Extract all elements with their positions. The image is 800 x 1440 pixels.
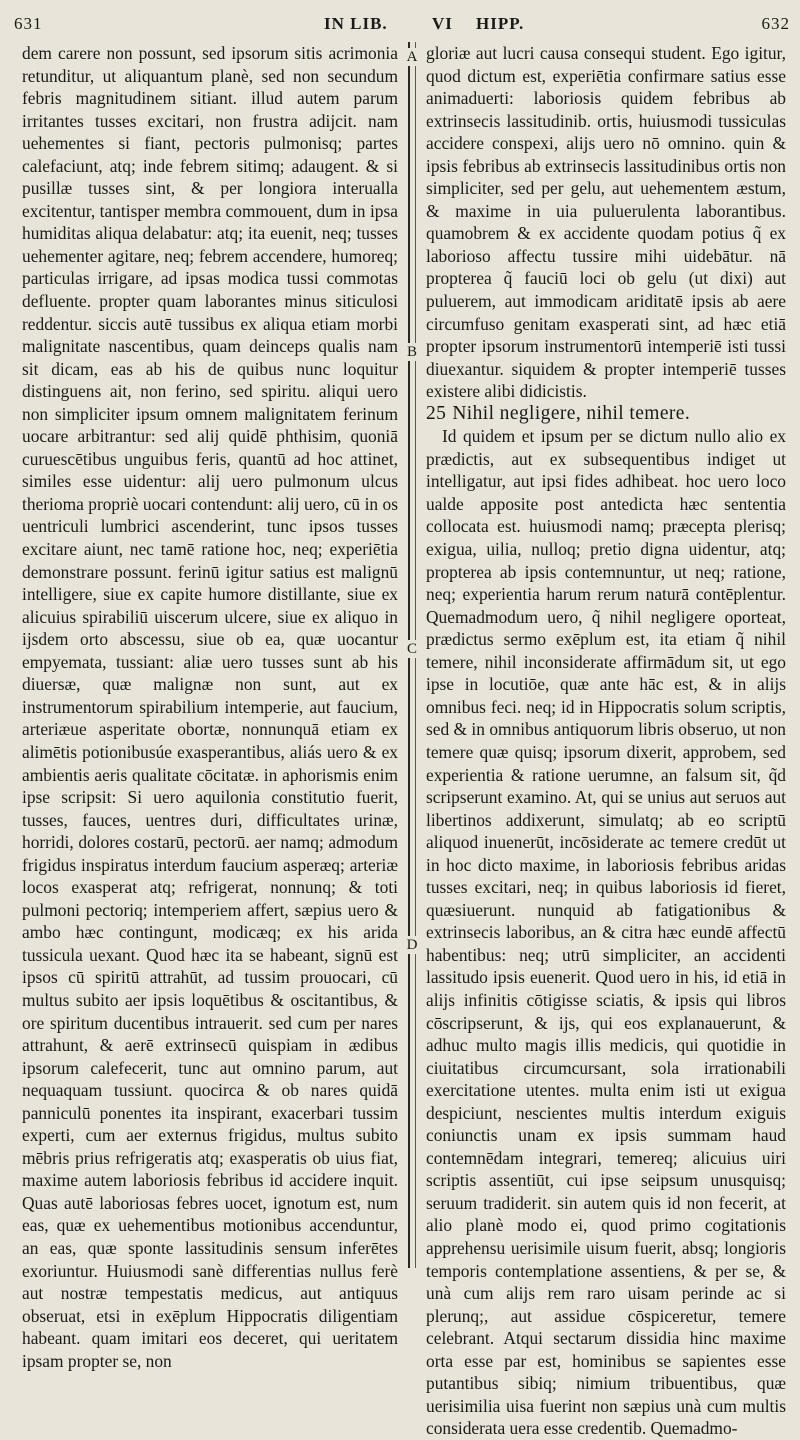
running-title-part-2: VI — [432, 14, 453, 33]
left-text-column — [22, 42, 398, 1371]
running-title-part-1: IN LIB. — [324, 14, 388, 33]
section-number: 25 — [426, 402, 447, 424]
right-paragraph-2: Id quidem et ipsum per se dictum nullo alio ex prædictis, aut ex subsequentibus indiget ut intelligatur, aut ipsi fides adhibeat. hoc uero loco ualde apposite post antedicta hæc sententia collocata est. huiusmodi namq; præcepta plerisq; exigua, uilia, nulloq; pretio digna uidentur, atq; propterea ab ipsis contemnuntur, ut neq; ratione, neq; experientia harum rerum naturā contēplentur. Quemadmodum uero, q̃ nihil negligere oporteat, prædictus sermo exēplum est, ita etiam q̃ nihil temere, nihil inconsiderate affirmādum sit, ut ego ipse in locutiōe, quæ ante hāc est, & in alijs omnibus feci. neq; id in Hippocratis solum scriptis, sed & in omnibus antiquorum libris obseruo, ut non temere quæ quisq; ipsorum dixerit, approbem, sed experientia & ratione uerumne, an falsum sit, q̃d scripserunt examino. At, qui se unius aut seruos aut libertinos addixerunt, simulatq; ab eo scriptū aliquod inuenerūt, incōsiderate ac temere credūt ut in hoc dicto maxime, in laboriosis febribus aridas tusses excitari, neq; in quibus laboriosis id fieret, quæsiuerunt. nunquid ab fatigationibus & extrinsecis laboribus, an & citra hæc eundē affectū habentibus: neq; utrū simpliciter, an accidenti lassitudo ipsis euenerit. Quod uero in his, id etiā in alijs infinitis cōtigisse sciatis, & ipsis qui libros cōscripserunt, & ijs, qui eos explanauerunt, & adhuc multo magis illis medicis, qui quotidie in ciuitatibus circumcursant, sola irrationabili exercitatione utentes. multa enim isti ut exigua despiciunt, nescientes multis interdum exiguis coniunctis unam ex ipsis summam haud contemnēdam integrari, temereq; alicuius uiri scriptis assentiūt, cui ipse seipsum unusquisq; seruum tradiderit. sin autem quis id non fecerit, at alio planè modo ei, quod primo cogitationis apprehensu uerisimile uisum fuerit, absq; longioris temporis contemplatione assentiens, & per se, & unà cum alijs rem raro uisam perinde ac si plerunq;, aut assidue cōspiceretur, temere celebrant. Atqui sectarum dissidia hinc maxime orta esse par est, hominibus se sapientes esse putantibus sibiq; nimium tribuentibus, quæ uerisimilia uisa fuerint non sæpius unà cum multis considerata uera esse credentib. Quemadmo- — [426, 426, 786, 1439]
margin-letter-c: C — [401, 640, 423, 658]
page-number-left: 631 — [14, 14, 43, 33]
section-heading-text: Nihil negligere, nihil temere. — [452, 402, 691, 424]
margin-letter-d: D — [401, 936, 423, 954]
right-paragraph-1: gloriæ aut lucri causa consequi student. Ego igitur, quod dictum est, experiētia confirmare satius esse animaduerti: laboriosis quidem febribus ab extrinsecis lassitudinib. ortis, huiusmodi tussiculas accidere conspexi, alijs uero nō omnino. quin & ipsis febribus ab extrinsecis lassitudinibus ortis non simpliciter, sed per gelu, aut uehementem æstum, & maxime in uia puluerulenta laborantibus. quamobrem & ex accidente quodam potius q̃ ex laborioso affectu tussire mihi uidebātur. nā propterea q̃ fauciū loci ob gelu (ut dixi) aut puluerem, aut immodicam ariditatē ipsis ab aere circumfuso genitam exasperati sint, ad hæc etiā propter ipsorum instrumentorū intemperiē isti tussi diuexantur. siquidem & propter intemperiē tusses existere alibi didicistis. — [426, 43, 786, 402]
margin-letter-b: B — [401, 343, 423, 361]
right-text-column — [426, 42, 786, 1439]
page-number-right: 632 — [761, 14, 790, 33]
margin-letter-a: A — [401, 48, 423, 66]
section-heading — [426, 403, 786, 426]
running-title-part-3: HIPP. — [476, 14, 525, 33]
running-header — [14, 14, 790, 36]
left-column-text: dem carere non possunt, sed ipsorum sitis acrimonia retunditur, ut aliquantum planè, sed non secundum febris magnitudinem sitiant. illud autem parum irritantes tusses excitari, non frustra adijcit. nam uehementes si fiant, pectoris pulmonisq; partes calefaciunt, atq; inde febrem sitimq; adaugent. & si pusillæ tusses sint, & per longiora interualla excitentur, tantisper membra commouent, dum in ipsa humiditas aliqua delabatur: atq; ita euenit, neq; tusses uehementer agitare, neq; febrem accendere, humoreq; particulas irrigare, ad ipsas modica tussi commotas defluente. propter quam laborantes minus siticulosi reddentur. siccis autē tussibus ex aliqua etiam morbi malignitate nascentibus, quam deinceps qualis nam sit dicam, eas ab his de quibus nunc loquitur distinguens ait, non ferino, sed spiritu. aliqui uero non simpliciter ipsum omnem malignitatem ferinum uocare arbitrantur: sed alij quidē phthisim, quoniā curuescētibus unguibus feris, quantū ad hoc attinet, similes esse uidentur: alij uero pulmonum ulcus therioma propriè uocari contendunt: alij uero, cū in os uentriculi lumbrici ascenderint, tunc ipsos tusses excitare aiunt, nec tamē ratione hoc, neq; experiētia demonstrare possunt. ferinū igitur satius est malignū intelligere, siue ex capite humore distillante, siue ex alicuius spirabiliū uiscerum ulcere, siue ex aliquo in ijsdem orto abscessu, siue ob ea, quæ uocantur empyemata, tussiant: aliæ uero tusses sunt ab his diuersæ, quæ malignæ non sunt, aut ex instrumentorum spirabilium intemperie, aut faucium, arteriæue asperitate obortæ, nonnunquā etiam ex alimētis potionibusúe exasperantibus, aliás uero & ex ambientis aeris qualitate cōcitatæ. in aphorismis enim ipse scripsit: Si uero aquilonia constitutio fuerit, tusses, fauces, uentres duri, difficultates urinæ, horridi, dolores costarū, pectorū. aer namq; admodum frigidus inspiratus interdum faucium asperæq; arteriæ locos exasperat atq; refrigerat, nonnunq; & toti pulmoni pectoriq; intemperiem affert, sæpius uero & ambo hæc contingunt, modicæq; ex his arida tussicula uexant. Quod hæc ita se habeant, signū est ipsos cū spiritū attrahūt, ad tussim prouocari, cū multus subito aer ipsis loquētibus & oscitantibus, & ore spiritum ducentibus intrauerit. sed cum per nares attrahunt, & aerē extrinsecū quispiam in ædibus ipsorum calefecerit, tunc aut omnino parum, aut nequaquam tussiunt. quocirca & ob nares quidā panniculū ponentes ita inspirant, exacerbari tussim experti, cum aer externus frigidus, multus subito mēbris prius refrigeratis atq; exasperatis ob uius fiat, maxime autem laboriosis febribus id accidere inquit. Quas autē laboriosas febres uocet, ignotum est, num eas, quæ ex uehementibus motionibus accenduntur, an eas, quæ sponte lassitudinis sensum inferētes exoriuntur. Huiusmodi sanè differentias nullus ferè aut nostræ tempestatis medicus, aut antiquus obseruat, etsi in exēplum Hippocratis diligentiam habeant. quam imitari eos deceret, qui ueritatem ipsam propter se, non — [22, 43, 398, 1371]
